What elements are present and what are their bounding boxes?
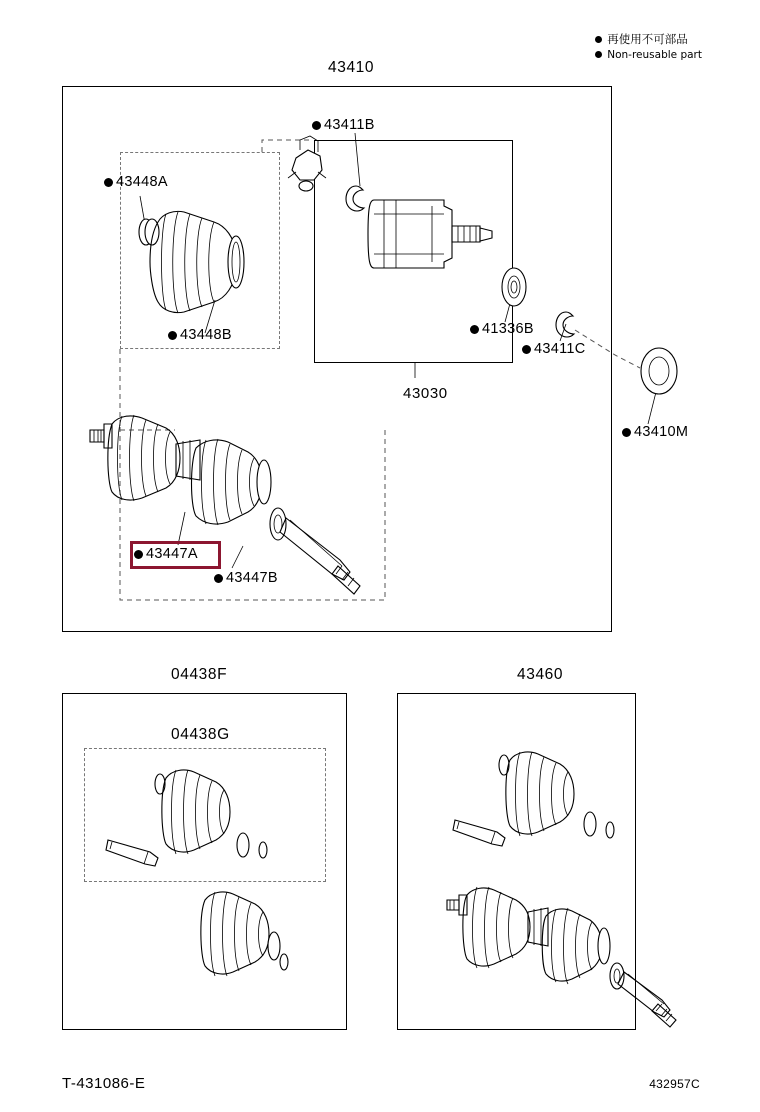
part-label-43448A <box>104 174 168 190</box>
part-number-text: 43448B <box>180 327 232 343</box>
panel-title-04438F: 04438F <box>171 666 228 683</box>
part-label-43447A[interactable] <box>134 546 198 562</box>
part-label-43411B <box>312 117 375 133</box>
part-label-41336B <box>470 321 534 337</box>
part-label-43448B <box>168 327 232 343</box>
non-reusable-dot-icon <box>214 574 223 583</box>
panel-kit-43460 <box>397 693 636 1030</box>
legend-row-jp <box>595 32 702 48</box>
part-number-text: 43448A <box>116 174 168 190</box>
part-label-43447B <box>214 570 278 586</box>
part-number-text: 43411B <box>324 117 375 133</box>
panel-title-43030: 43030 <box>403 385 448 402</box>
non-reusable-dot-icon <box>595 36 602 43</box>
legend-en-label: Non-reusable part <box>607 48 702 61</box>
part-number-text: 43411C <box>534 341 586 357</box>
non-reusable-dot-icon <box>470 325 479 334</box>
drawing-code: T-431086-E <box>62 1075 146 1092</box>
non-reusable-dot-icon <box>104 178 113 187</box>
part-label-43411C <box>522 341 586 357</box>
panel-title-43460: 43460 <box>517 666 564 683</box>
legend <box>595 32 702 62</box>
part-number-text: 43447A <box>146 546 198 562</box>
non-reusable-dot-icon <box>622 428 631 437</box>
panel-title-43410: 43410 <box>328 59 375 76</box>
part-number-text: 43410M <box>634 424 689 440</box>
legend-row-en <box>595 48 702 62</box>
non-reusable-dot-icon <box>134 550 143 559</box>
subassembly-box-04438G <box>84 748 326 882</box>
non-reusable-dot-icon <box>595 51 602 58</box>
panel-title-04438G: 04438G <box>171 726 230 743</box>
non-reusable-dot-icon <box>168 331 177 340</box>
non-reusable-dot-icon <box>312 121 321 130</box>
part-number-text: 43447B <box>226 570 278 586</box>
part-number-text: 41336B <box>482 321 534 337</box>
legend-jp-label: 再使用不可部品 <box>607 32 688 46</box>
non-reusable-dot-icon <box>522 345 531 354</box>
part-label-43410M <box>622 424 688 440</box>
figure-code: 432957C <box>649 1077 700 1091</box>
